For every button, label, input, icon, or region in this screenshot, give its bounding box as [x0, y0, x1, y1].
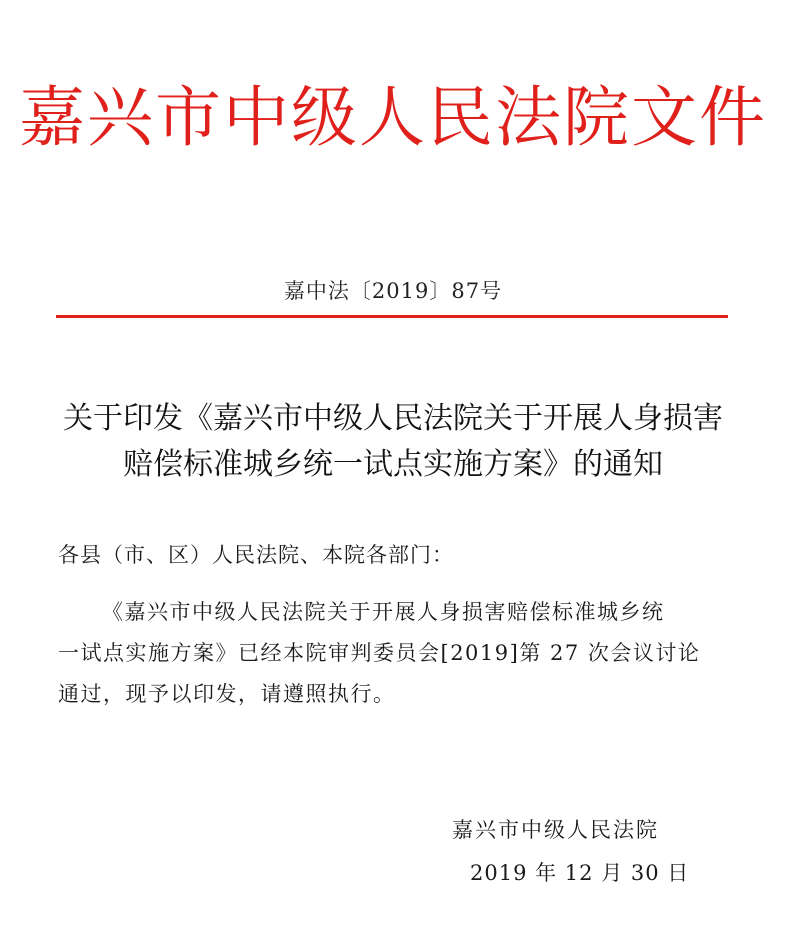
notice-title-line-1: 关于印发《嘉兴市中级人民法院关于开展人身损害 — [63, 401, 723, 436]
notice-title-line-2: 赔偿标准城乡统一试点实施方案》的通知 — [123, 447, 663, 482]
body-line-1: 《嘉兴市中级人民法院关于开展人身损害赔偿标准城乡统 — [102, 600, 665, 624]
issue-date: 2019 年 12 月 30 日 — [470, 861, 690, 885]
body-line-3: 通过，现予以印发，请遵照执行。 — [58, 682, 396, 706]
issuer-signature: 嘉兴市中级人民法院 — [452, 818, 659, 842]
body-paragraph — [58, 592, 730, 715]
addressee: 各县（市、区）人民法院、本院各部门： — [58, 543, 454, 567]
document-header-title: 嘉兴市中级人民法院文件 — [19, 79, 767, 156]
body-line-2: 一试点实施方案》已经本院审判委员会[2019]第 27 次会议讨论 — [58, 641, 701, 665]
notice-title — [40, 396, 746, 488]
document-number: 嘉中法〔2019〕87号 — [283, 279, 503, 303]
red-divider-line — [56, 315, 728, 318]
